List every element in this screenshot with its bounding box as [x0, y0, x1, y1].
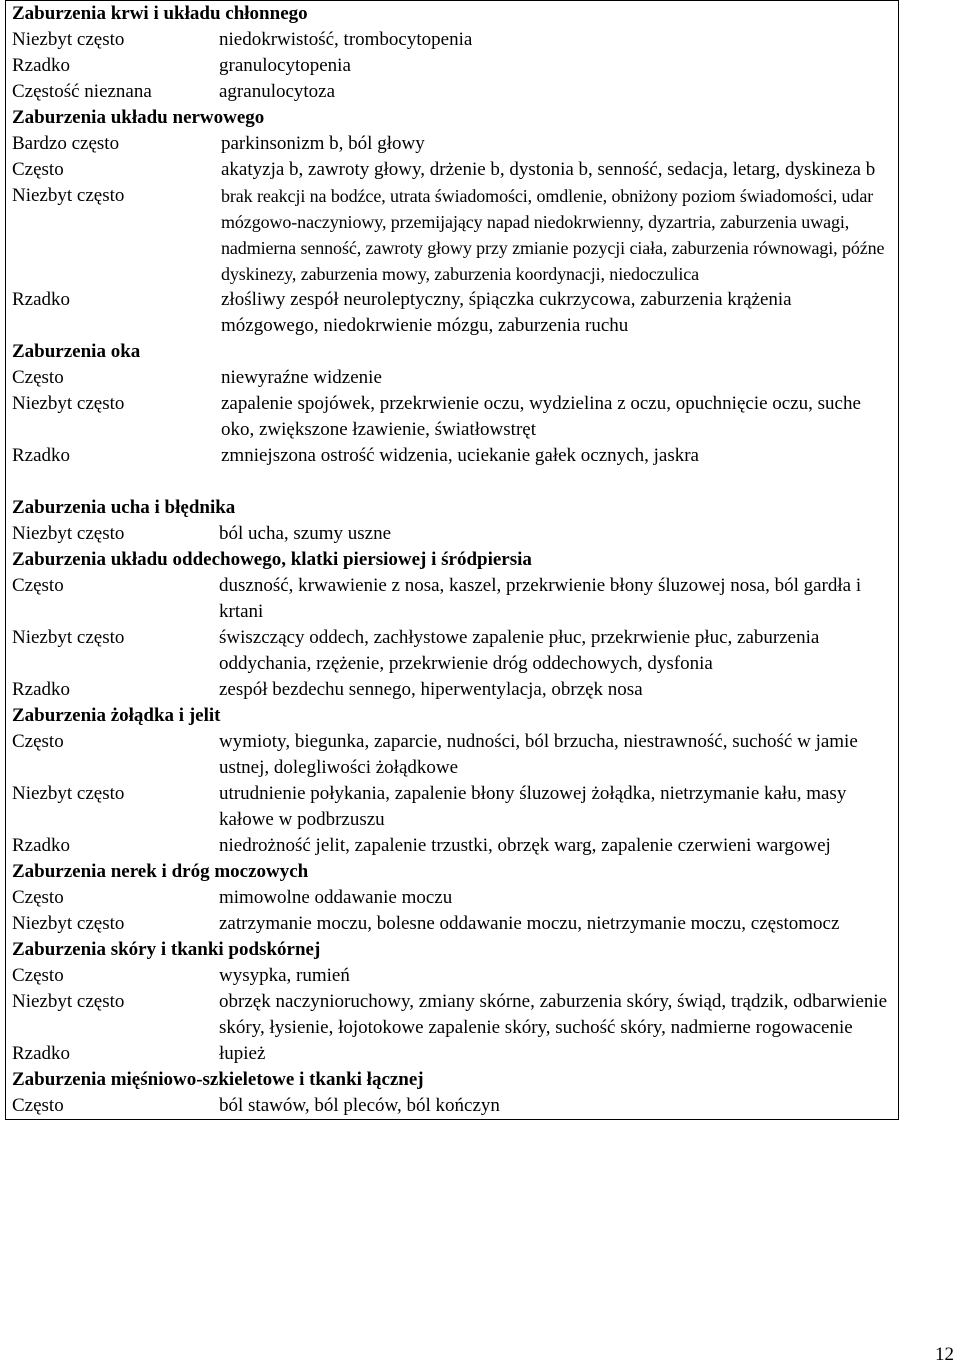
table-row	[6, 1093, 898, 1119]
table-row	[6, 287, 898, 339]
table-row	[6, 885, 898, 911]
page-number: 12	[935, 1344, 954, 1365]
frequency-label: Niezbyt często	[12, 185, 125, 206]
frequency-label: Często	[12, 159, 64, 180]
frequency-label: Rzadko	[12, 679, 71, 700]
table-row	[6, 963, 898, 989]
effects-text: łupież	[219, 1043, 266, 1064]
effects-text: świszczący oddech, zachłystowe zapalenie płuc, przekrwienie płuc, zaburzenia oddychania, rzężenie, przekrwienie dróg oddechowych, dysfonia	[219, 627, 820, 674]
table-row	[6, 443, 898, 469]
effects-text: złośliwy zespół neuroleptyczny, śpiączka cukrzycowa, zaburzenia krążenia mózgowego, niedokrwienie mózgu, zaburzenia ruchu	[221, 289, 792, 336]
table-row	[6, 131, 898, 157]
effects-text: zespół bezdechu sennego, hiperwentylacja, obrzęk nosa	[219, 679, 643, 700]
table-row	[6, 989, 898, 1041]
effects-text: zatrzymanie moczu, bolesne oddawanie moczu, nietrzymanie moczu, częstomocz	[219, 913, 840, 934]
frequency-label: Niezbyt często	[12, 29, 125, 50]
effects-text: granulocytopenia	[219, 55, 351, 76]
section-heading: Zaburzenia nerek i dróg moczowych	[12, 861, 309, 882]
frequency-label: Niezbyt często	[12, 523, 125, 544]
table-row	[6, 1041, 898, 1067]
section-heading: Zaburzenia układu oddechowego, klatki piersiowej i śródpiersia	[12, 549, 532, 570]
frequency-label: Często	[12, 965, 64, 986]
table-row	[6, 27, 898, 53]
effects-text: parkinsonizm b, ból głowy	[221, 133, 425, 154]
section-heading: Zaburzenia mięśniowo-szkieletowe i tkanki łącznej	[12, 1069, 424, 1090]
effects-text: akatyzja b, zawroty głowy, drżenie b, dystonia b, senność, sedacja, letarg, dyskineza b	[221, 159, 876, 180]
frequency-label: Niezbyt często	[12, 627, 125, 648]
adverse-effects-table	[5, 0, 899, 1120]
table-row	[6, 625, 898, 677]
table-row	[6, 911, 898, 937]
effects-text: niedrożność jelit, zapalenie trzustki, obrzęk warg, zapalenie czerwieni wargowej	[219, 835, 831, 856]
effects-text: brak reakcji na bodźce, utrata świadomości, omdlenie, obniżony poziom świadomości, udar mózgowo-naczyniowy, przemijający napad niedokrwienny, dyzartria, zaburzenia uwagi, nadmierna senność, zawroty głowy przy zmianie pozycji ciała, zaburzenia równowagi, późne dyskinezy, zaburzenia mowy, zaburzenia koordynacji, niedoczulica	[221, 186, 885, 284]
frequency-label: Niezbyt często	[12, 991, 125, 1012]
effects-text: niedokrwistość, trombocytopenia	[219, 29, 473, 50]
section-heading: Zaburzenia ucha i błędnika	[12, 497, 236, 518]
frequency-label: Często	[12, 575, 64, 596]
table-row	[6, 781, 898, 833]
table-row	[6, 521, 898, 547]
frequency-label: Rzadko	[12, 445, 71, 466]
frequency-label: Często	[12, 1095, 64, 1116]
frequency-label: Rzadko	[12, 289, 71, 310]
frequency-label: Niezbyt często	[12, 913, 125, 934]
table-row	[6, 53, 898, 79]
table-row	[6, 833, 898, 859]
effects-text: wymioty, biegunka, zaparcie, nudności, ból brzucha, niestrawność, suchość w jamie ustnej, dolegliwości żołądkowe	[219, 731, 858, 778]
table-row	[6, 729, 898, 781]
frequency-label: Często	[12, 731, 64, 752]
effects-text: niewyraźne widzenie	[221, 367, 382, 388]
frequency-label: Rzadko	[12, 55, 71, 76]
frequency-label: Niezbyt często	[12, 393, 125, 414]
table-row	[6, 79, 898, 105]
table-row	[6, 573, 898, 625]
effects-text: ból ucha, szumy uszne	[219, 523, 392, 544]
frequency-label: Rzadko	[12, 835, 71, 856]
section-heading: Zaburzenia żołądka i jelit	[12, 705, 221, 726]
table-row	[6, 365, 898, 391]
frequency-label: Często	[12, 887, 64, 908]
table-row	[6, 391, 898, 443]
effects-text: zmniejszona ostrość widzenia, uciekanie gałek ocznych, jaskra	[221, 445, 699, 466]
section-heading: Zaburzenia skóry i tkanki podskórnej	[12, 939, 321, 960]
effects-text: zapalenie spojówek, przekrwienie oczu, wydzielina z oczu, opuchnięcie oczu, suche oko, zwiększone łzawienie, światłowstręt	[221, 393, 861, 440]
section-heading: Zaburzenia układu nerwowego	[12, 107, 265, 128]
table-row	[6, 157, 898, 183]
effects-text: obrzęk naczynioruchowy, zmiany skórne, zaburzenia skóry, świąd, trądzik, odbarwienie skóry, łysienie, łojotokowe zapalenie skóry, suchość skóry, nadmierne rogowacenie	[219, 991, 888, 1038]
frequency-label: Rzadko	[12, 1043, 71, 1064]
effects-text: mimowolne oddawanie moczu	[219, 887, 453, 908]
section-heading: Zaburzenia krwi i układu chłonnego	[12, 3, 308, 24]
table-row	[6, 183, 898, 287]
effects-text: agranulocytoza	[219, 81, 336, 102]
effects-text: wysypka, rumień	[219, 965, 350, 986]
table-row	[6, 677, 898, 703]
frequency-label: Bardzo często	[12, 133, 120, 154]
section-heading: Zaburzenia oka	[12, 341, 141, 362]
blank-row	[6, 469, 898, 495]
frequency-label: Częstość nieznana	[12, 81, 152, 102]
frequency-label: Niezbyt często	[12, 783, 125, 804]
effects-text: utrudnienie połykania, zapalenie błony śluzowej żołądka, nietrzymanie kału, masy kałowe w podbrzuszu	[219, 783, 847, 830]
frequency-label: Często	[12, 367, 64, 388]
effects-text: ból stawów, ból pleców, ból kończyn	[219, 1095, 500, 1116]
effects-text: duszność, krwawienie z nosa, kaszel, przekrwienie błony śluzowej nosa, ból gardła i krtani	[219, 575, 862, 622]
